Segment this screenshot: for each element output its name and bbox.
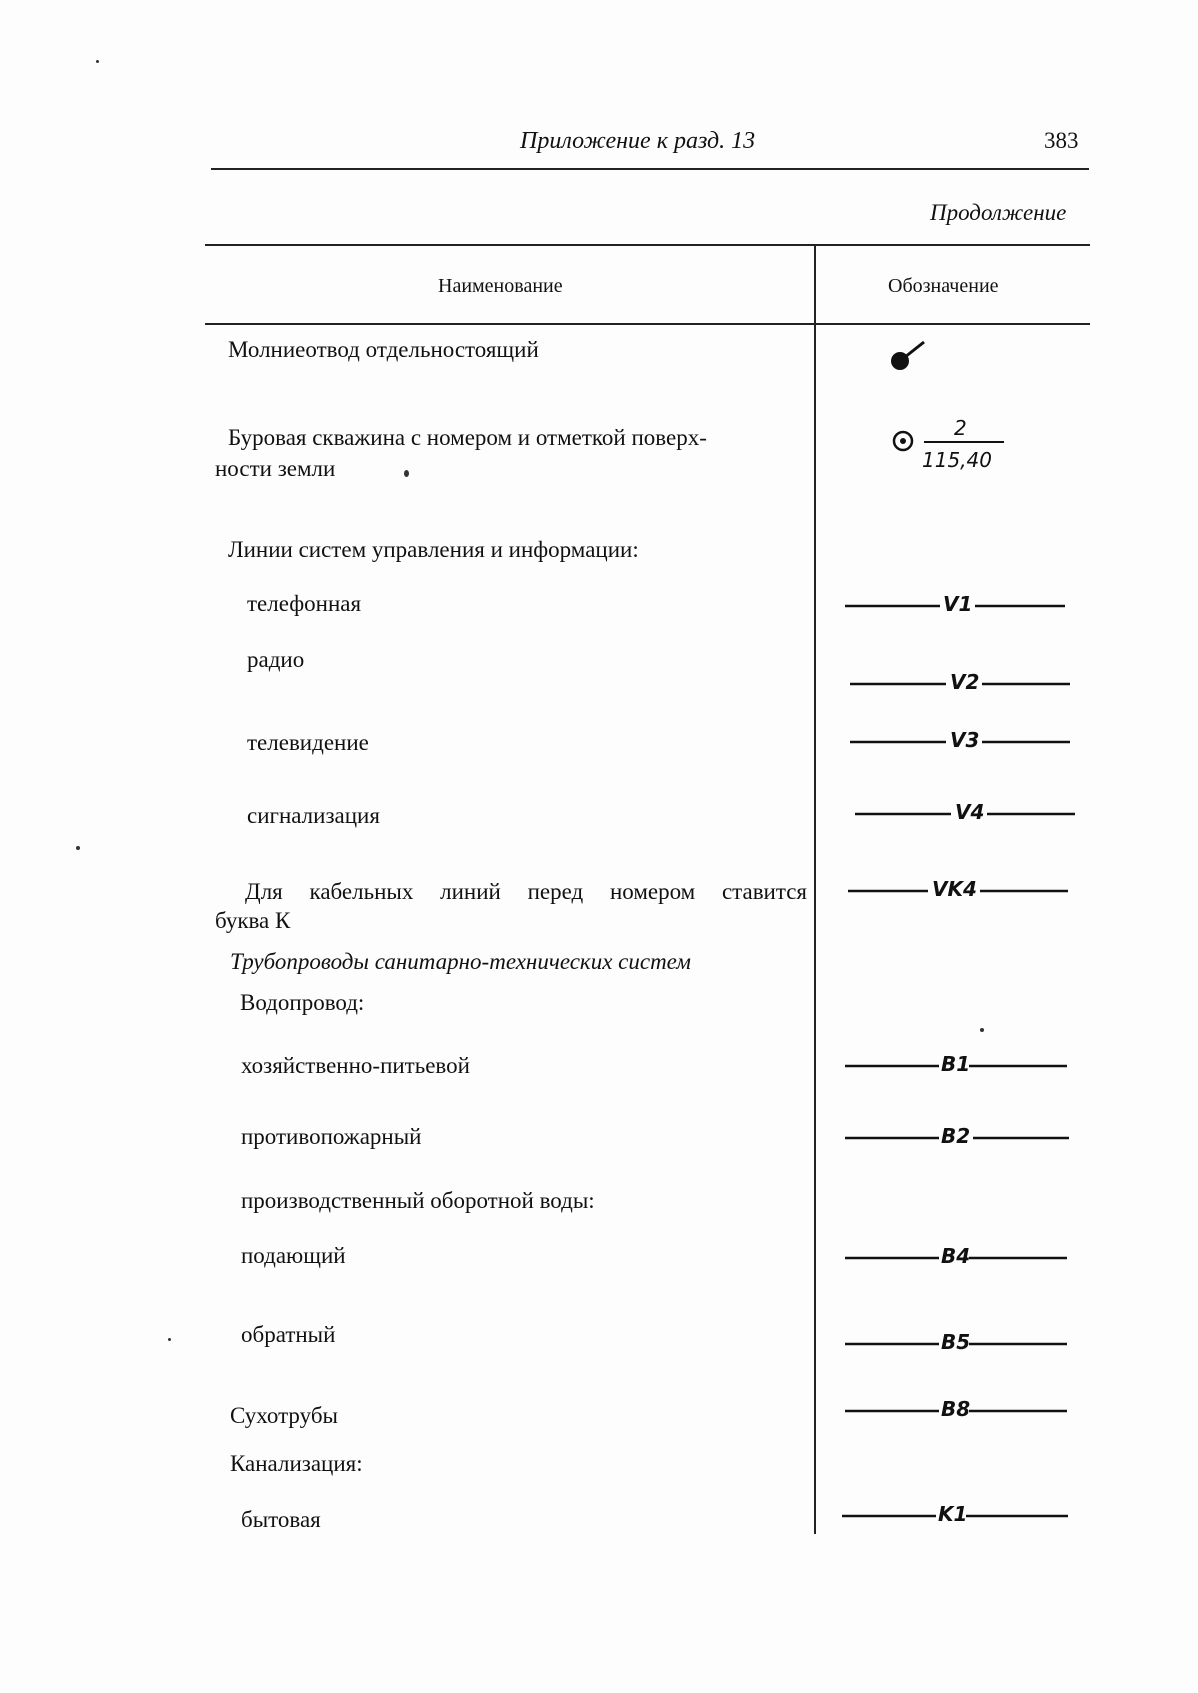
borehole-fraction-line (924, 441, 1004, 443)
line-symbol-b5 (845, 1330, 1067, 1358)
line-symbol-b1 (845, 1052, 1067, 1080)
table-row-borehole (228, 423, 707, 453)
line-label-b2: B2 (941, 1124, 971, 1148)
scan-speck (76, 846, 80, 850)
table-row-pipelines-heading: Трубопроводы санитарно-технических систем (230, 949, 691, 974)
line-symbol-k1 (842, 1502, 1068, 1530)
line-label-v4: V4 (955, 800, 985, 824)
line-label-vk4: VK4 (932, 877, 977, 901)
table-row-control-lines-heading: Линии систем управления и информации: (228, 537, 639, 562)
table-row-water-supply: Водопровод: (240, 990, 365, 1015)
page-number: 383 (1044, 128, 1079, 153)
line-label-v3: V3 (950, 728, 980, 752)
lightning-rod-symbol (888, 338, 928, 372)
header-rule (211, 168, 1089, 170)
line-symbol-v1 (845, 592, 1065, 620)
borehole-number: 2 (954, 416, 967, 440)
table-row-radio: радио (247, 647, 305, 672)
table-row-cable-lines-cont (215, 906, 290, 936)
table-row-household-sewer: бытовая (241, 1507, 321, 1532)
table-top-rule (205, 244, 1090, 246)
table-row-signaling: сигнализация (247, 803, 380, 828)
running-header-title: Приложение к разд. 13 (520, 128, 756, 154)
table-row-dry-pipes: Сухотрубы (230, 1403, 338, 1428)
table-row-cable-lines (245, 877, 807, 907)
table-row-lightning-rod: Молниеотвод отдельностоящий (228, 337, 539, 362)
table-row-recycled-water: производственный оборотной воды: (241, 1188, 595, 1213)
line-label-v1: V1 (943, 592, 973, 616)
column-header-name: Наименование (438, 275, 563, 297)
table-header-rule (205, 323, 1090, 325)
cable-lines-line2: буква К (215, 908, 291, 933)
line-symbol-v3 (850, 728, 1070, 756)
line-symbol-v4 (855, 800, 1075, 828)
scan-speck (404, 470, 409, 477)
line-label-k1: K1 (938, 1502, 968, 1526)
borehole-elevation: 115,40 (922, 448, 992, 472)
scan-speck (168, 1338, 171, 1341)
line-label-b8: B8 (941, 1397, 971, 1421)
table-row-television: телевидение (247, 730, 369, 755)
table-row-drinking-water: хозяйственно-питьевой (241, 1053, 470, 1078)
line-label-b1: B1 (941, 1052, 971, 1076)
borehole-icon (892, 430, 916, 454)
table-row-borehole-cont (215, 454, 335, 484)
lightning-rod-icon (888, 338, 928, 372)
table-row-supply: подающий (241, 1243, 346, 1268)
borehole-line1: Буровая скважина с номером и отметкой поверх- (228, 425, 707, 450)
table-row-fire-water: противопожарный (241, 1124, 422, 1149)
line-symbol-b2 (845, 1124, 1069, 1152)
column-header-symbol: Обозначение (888, 275, 999, 297)
table-row-telephone: телефонная (247, 591, 362, 616)
line-symbol-vk4 (848, 877, 1072, 905)
continuation-label: Продолжение (930, 200, 1067, 225)
column-divider (814, 244, 816, 1534)
scan-speck (96, 60, 99, 63)
borehole-line2: ности земли (215, 456, 336, 481)
line-symbol-b4 (845, 1244, 1067, 1272)
line-label-b5: B5 (941, 1330, 971, 1354)
cable-lines-line1: Для кабельных линий перед номером ставится (245, 879, 807, 904)
line-symbol-b8 (845, 1397, 1067, 1425)
table-row-return: обратный (241, 1322, 336, 1347)
table-row-sewerage: Канализация: (230, 1451, 363, 1476)
scan-speck (980, 1028, 984, 1032)
line-label-v2: V2 (950, 670, 980, 694)
line-label-b4: B4 (941, 1244, 971, 1268)
line-symbol-v2 (850, 670, 1070, 698)
